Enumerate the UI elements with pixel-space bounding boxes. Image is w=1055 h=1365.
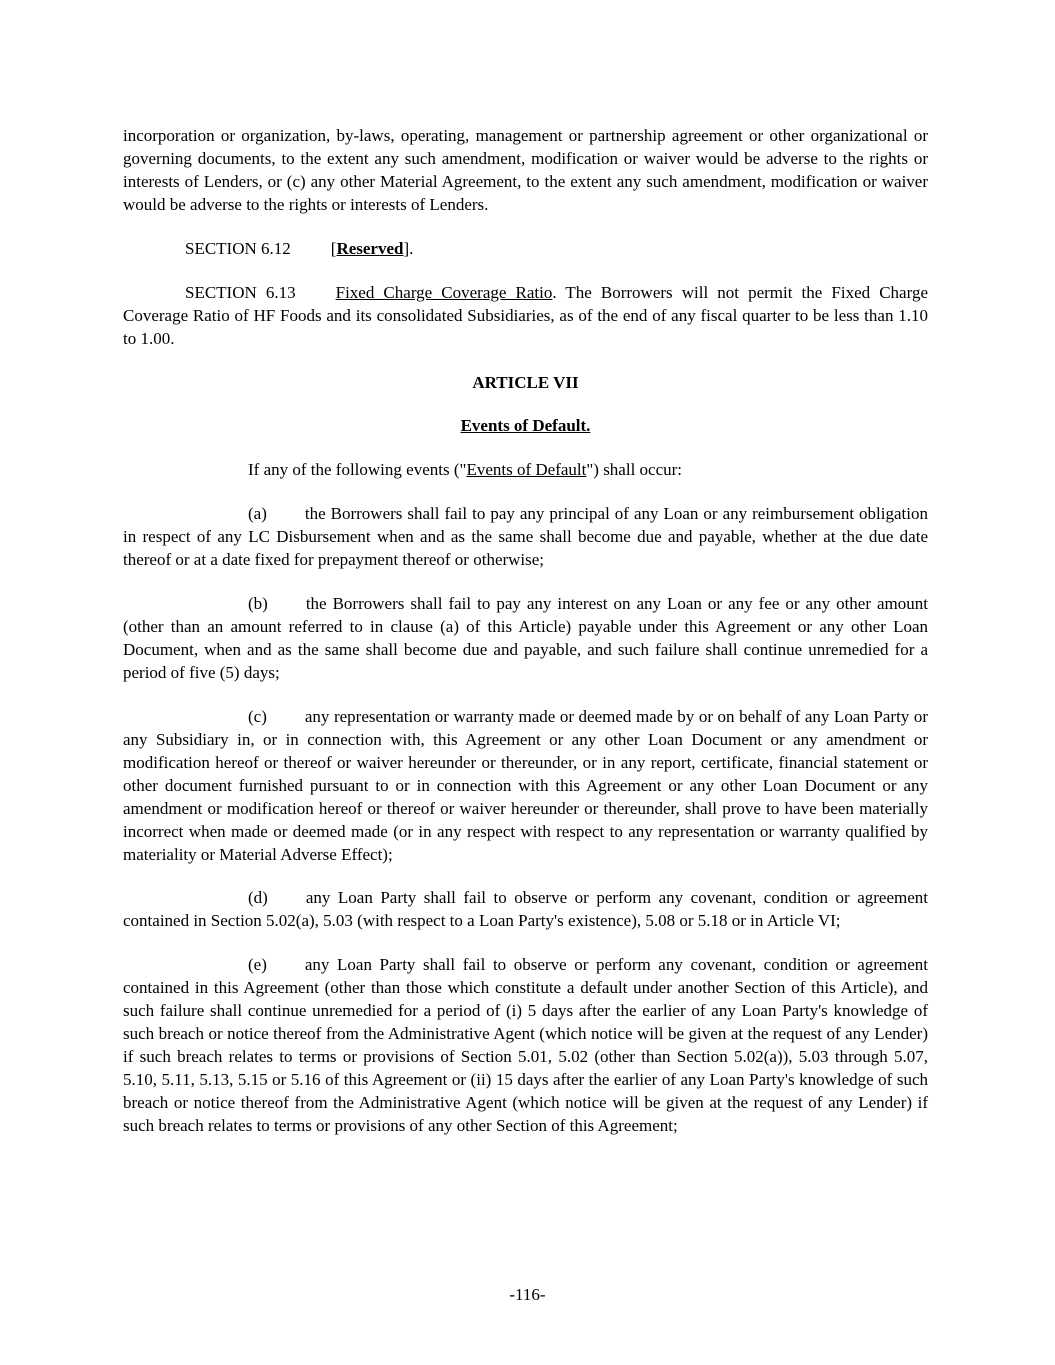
clause-e-label: (e): [248, 955, 267, 975]
section-6-12-label: SECTION 6.12: [185, 238, 291, 258]
bracket-open: [: [330, 238, 337, 258]
clause-c-text: any representation or warranty made or deemed made by or on behalf of any Loan Party or any Subsidiary in, or in connection with, this Agreement or any other Loan Document or any amendment or modification hereof or thereof or waiver hereunder or thereunder, or in any report, certificate, financial statement or other document furnished pursuant to or in connection with this Agreement or any other Loan Document or any amendment or modification hereof or thereof or waiver hereunder or thereunder, shall prove to have been materially incorrect when made or deemed made (or in any respect with respect to any representation or warranty qualified by materiality or Material Adverse Effect);: [123, 706, 928, 864]
paragraph-continuation: incorporation or organization, by-laws, operating, management or partnership agreement or other organizational or governing documents, to the extent any such amendment, modification or waiver would be adverse to the rights or interests of Lenders, or (c) any other Material Agreement, to the extent any such amendment, modification or waiver would be adverse to the rights or interests of Lenders.: [123, 126, 928, 214]
clause-a: [123, 503, 928, 572]
clause-b-label: (b): [248, 594, 268, 614]
page-number: -116-: [509, 1285, 546, 1305]
intro-after: ") shall occur:: [586, 460, 683, 480]
bracket-close: ].: [403, 238, 414, 258]
section-6-13-title: Fixed Charge Coverage Ratio: [335, 282, 553, 302]
article-subheading-text: Events of Default.: [460, 416, 591, 436]
intro-paragraph: [123, 459, 928, 482]
intro-before: If any of the following events (": [248, 460, 467, 480]
section-6-12: [123, 238, 928, 261]
clause-e: [123, 954, 928, 1138]
clause-c: [123, 706, 928, 867]
clause-a-text: the Borrowers shall fail to pay any principal of any Loan or any reimbursement obligation in respect of any LC Disbursement when and as the same shall become due and payable, whether at the due date thereof or at a date fixed for prepayment thereof or otherwise;: [123, 504, 928, 570]
section-6-13: [123, 282, 928, 351]
intro-defined-term: Events of Default: [466, 460, 587, 480]
clause-d-text: any Loan Party shall fail to observe or perform any covenant, condition or agreement contained in Section 5.02(a), 5.03 (with respect to a Loan Party's existence), 5.08 or 5.18 or in Article VI;: [123, 888, 928, 931]
clause-d: [123, 887, 928, 933]
article-heading: ARTICLE VII: [472, 372, 579, 392]
article-subheading: [123, 415, 928, 438]
clause-b-text: the Borrowers shall fail to pay any interest on any Loan or any fee or any other amount (other than an amount referred to in clause (a) of this Article) payable under this Agreement or any other Loan Document, when and as the same shall become due and payable, and such failure shall continue unremedied for a period of five (5) days;: [123, 594, 928, 682]
clause-c-label: (c): [248, 706, 267, 726]
clause-b: [123, 593, 928, 685]
section-6-13-text: . The Borrowers will not permit the Fixed Charge Coverage Ratio of HF Foods and its consolidated Subsidiaries, as of the end of any fiscal quarter to be less than 1.10 to 1.00.: [123, 282, 928, 348]
section-6-12-title: Reserved: [336, 238, 404, 258]
section-6-13-label: SECTION 6.13: [185, 282, 296, 302]
clause-d-label: (d): [248, 888, 268, 908]
clause-a-label: (a): [248, 504, 267, 524]
clause-e-text: any Loan Party shall fail to observe or perform any covenant, condition or agreement contained in this Agreement (other than those which constitute a default under another Section of this Article), and such failure shall continue unremedied for a period of (i) 5 days after the earlier of any Loan Party's knowledge of such breach or notice thereof from the Administrative Agent (which notice will be given at the request of any Lender) if such breach relates to terms or provisions of Section 5.01, 5.02 (other than Section 5.02(a)), 5.03 through 5.07, 5.10, 5.11, 5.13, 5.15 or 5.16 of this Agreement or (ii) 15 days after the earlier of any Loan Party's knowledge of such breach or notice thereof from the Administrative Agent (which notice will be given at the request of any Lender) if such breach relates to terms or provisions of any other Section of this Agreement;: [123, 955, 928, 1135]
